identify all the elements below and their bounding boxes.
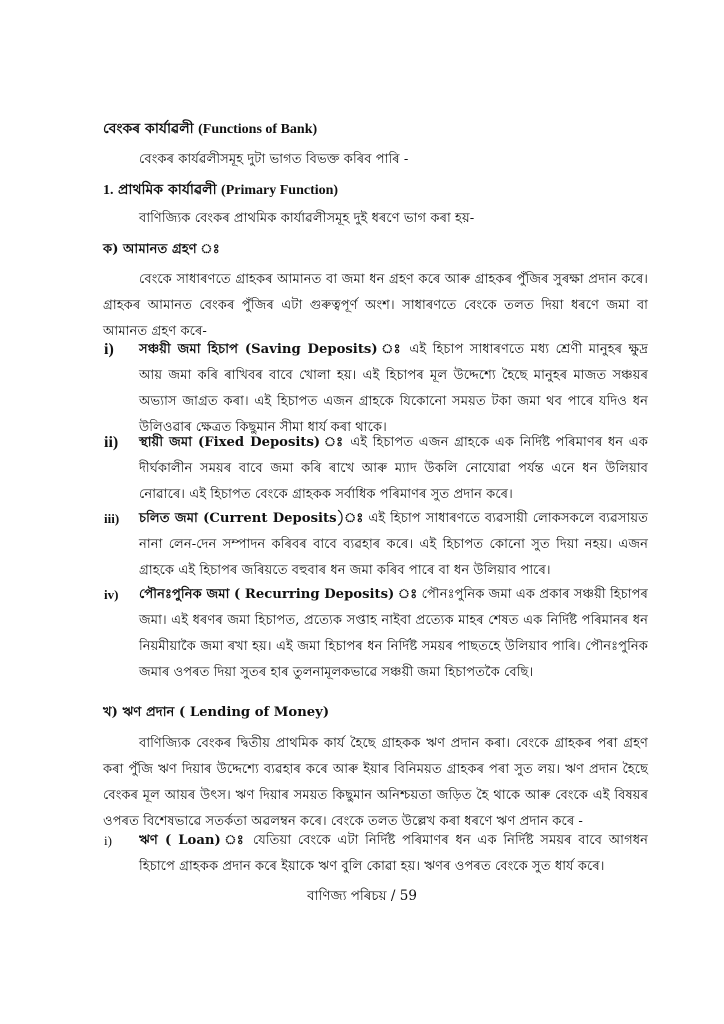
fixed-deposit-marker: ii) [104,434,119,451]
recurring-deposit-item [139,582,648,686]
section-title [103,120,317,139]
loan-title: ঋণ ( Loan) ঃ [139,833,247,848]
recurring-deposit-text: পৌনঃপুনিক জমা এক প্ৰকাৰ সঞ্চয়ী হিচাপৰ জমা। এই ধৰণৰ জমা হিচাপত, প্ৰত্যেক সপ্তাহ নাইবা প্ৰত্যেক মাহৰ শেষত এক নিৰ্দিষ্ট পৰিমানৰ ধন নিয়মীয়াকৈ জমা ৰখা হয়। এই জমা হিচাপৰ ধন নিৰ্দিষ্ট সময়ৰ পাছতহে উলিয়াব পাৰি। পৌনঃপুনিক জমাৰ ওপৰত দিয়া সুতৰ হাৰ তুলনামূলকভাৱে সঞ্চয়ী জমা হিচাপতকৈ বেছি। [139,587,648,680]
primary-title-bn: প্ৰাথমিক কাৰ্যাৱলী [117,182,217,198]
saving-deposit-text: এই হিচাপ সাধাৰণতে মধ্য শ্ৰেণী মানুহৰ ক্ষুদ্ৰ আয় জমা কৰি ৰাখিবৰ বাবে খোলা হয়। এই হিচাপৰ মূল উদ্দেশ্যে হৈছে মানুহৰ মাজত সঞ্চয়ৰ অভ্যাস জাগ্ৰত কৰা। এই হিচাপত এজন গ্ৰাহকে যিকোনো সময়ত টকা জমা থব পাৰে যদিও ধন উলিওৱাৰ ক্ষেত্ৰত কিছুমান সীমা ধাৰ্য কৰা থাকে। [139,342,648,435]
fixed-deposit-title: স্থায়ী জমা (Fixed Deposits) ঃ [139,435,345,450]
current-deposit-text: এই হিচাপ সাধাৰণতে ব্যৱসায়ী লোকসকলে ব্যৱসায়ত নানা লেন-দেন সম্পাদন কৰিবৰ বাবে ব্যৱহাৰ কৰে। এই হিচাপত কোনো সুত দিয়া নহয়। এজন গ্ৰাহকে এই হিচাপৰ জৰিয়তে বহুবাৰ ধন জমা কৰিব পাৰে বা ধন উলিয়াব পাৰে। [139,511,648,578]
loan-text: যেতিয়া বেংকে এটা নিৰ্দিষ্ট পৰিমাণৰ ধন এক নিৰ্দিষ্ট সময়ৰ বাবে আগধন হিচাপে গ্ৰাহকক প্ৰদান কৰে ইয়াকে ঋণ বুলি কোৱা হয়। ঋণৰ ওপৰত বেংকে সুত ধাৰ্য কৰে। [139,833,648,874]
saving-deposit-marker: i) [104,341,114,358]
primary-number: 1. [103,183,114,198]
lending-heading: খ) ঋণ প্ৰদান ( Lending of Money) [103,705,330,720]
primary-function-text: বাণিজ্যিক বেংকৰ প্ৰাথমিক কাৰ্যাৱলীসমূহ দুই ধৰণে ভাগ কৰা হয়- [139,211,475,226]
intro-text: বেংকৰ কাৰ্যৱলীসমূহ দুটা ভাগত বিভক্ত কৰিব পাৰি - [139,152,409,167]
recurring-deposit-title: পৌনঃপুনিক জমা ( Recurring Deposits) ঃ [139,587,418,602]
saving-deposit-item [139,337,648,441]
deposit-paragraph: বেংকে সাধাৰণতে গ্ৰাহকৰ আমানত বা জমা ধন গ্ৰহণ কৰে আৰু গ্ৰাহকৰ পুঁজিৰ সুৰক্ষা প্ৰদান কৰে। গ্ৰাহকৰ আমানত বেংকৰ পুঁজিৰ এটা গুৰুত্বপূৰ্ণ অংশ। সাধাৰণতে বেংকে তলত দিয়া ধৰণে জমা বা আমানত গ্ৰহণ কৰে- [103,272,648,339]
saving-deposit-title: সঞ্চয়ী জমা হিচাপ (Saving Deposits) ঃ [139,342,403,357]
recurring-deposit-marker: iv) [104,587,119,602]
primary-title-en: (Primary Function) [221,183,339,198]
loan-item [139,828,648,880]
primary-function-heading [103,181,338,200]
section-title-en: (Functions of Bank) [198,122,318,137]
current-deposit-title: চলিত জমা (Current Deposits)ঃ [139,511,364,526]
deposit-heading: ক) আমানত গ্ৰহণ ঃ [103,242,220,257]
fixed-deposit-text: এই হিচাপত এজন গ্ৰাহকে এক নিৰ্দিষ্ট পৰিমাণৰ ধন এক দীৰ্ঘকালীন সময়ৰ বাবে জমা কৰি ৰাখে আৰু ম্যাদ উকলি নোযোৱা পৰ্যন্ত এনে ধন উলিয়াব নোৱাৰে। এই হিচাপত বেংকে গ্ৰাহকক সৰ্বাধিক পৰিমাণৰ সুত প্ৰদান কৰে। [139,435,648,502]
section-title-bn: বেংকৰ কাৰ্যাৱলী [103,121,194,137]
page-footer: বাণিজ্য পৰিচয় / 59 [307,888,417,904]
loan-marker: i) [104,833,112,848]
fixed-deposit-item [139,430,648,508]
current-deposit-item [139,506,648,584]
lending-paragraph: বাণিজ্যিক বেংকৰ দ্বিতীয় প্ৰাথমিক কাৰ্য হৈছে গ্ৰাহকক ঋণ প্ৰদান কৰা। বেংকে গ্ৰাহকৰ পৰা গ্ৰহণ কৰা পুঁজি ঋণ দিয়াৰ উদ্দেশ্যে ব্যৱহাৰ কৰে আৰু ইয়াৰ বিনিময়ত গ্ৰাহকৰ পৰা সুত লয়। ঋণ প্ৰদান হৈছে বেংকৰ মূল আয়ৰ উৎস। ঋণ দিয়াৰ সময়ত কিছুমান অনিশ্চয়তা জড়িত হৈ থাকে আৰু বেংকে এই বিষয়ৰ ওপৰত বিশেষভাৱে সতৰ্কতা অৱলম্বন কৰে। বেংকে তলত উল্লেখ কৰা ধৰণে ঋণ প্ৰদান কৰে - [103,736,648,829]
current-deposit-marker: iii) [104,511,120,526]
